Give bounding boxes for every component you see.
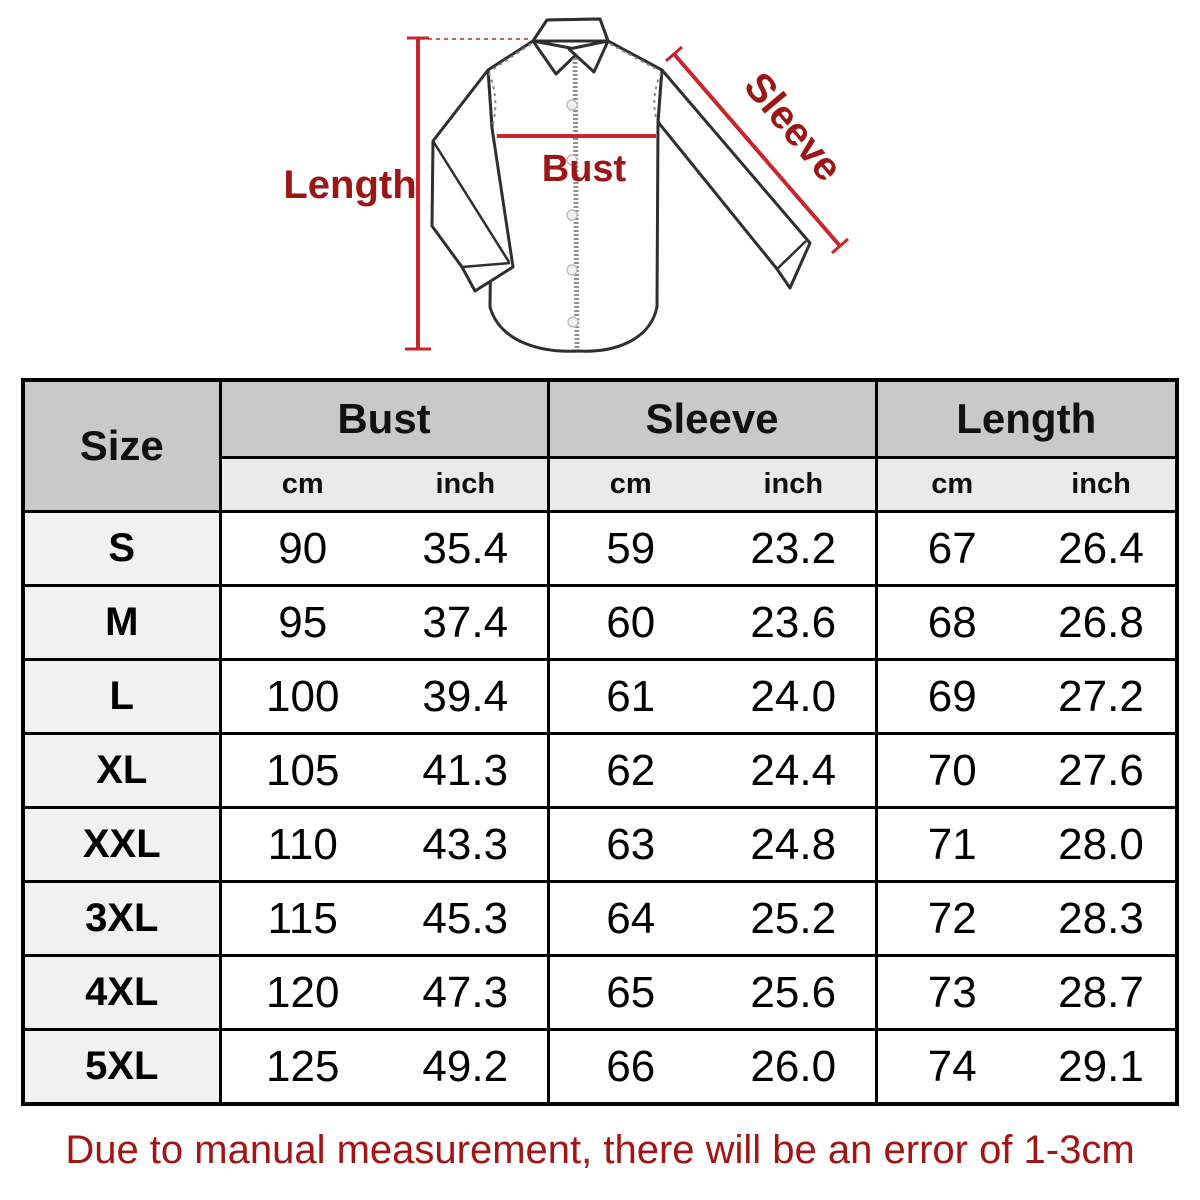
sleeve-cm-cell: 65 bbox=[548, 956, 712, 1030]
collar-band bbox=[533, 19, 608, 41]
size-cell: 3XL bbox=[23, 882, 220, 956]
shirt-measurement-diagram bbox=[0, 0, 1200, 368]
bust-inch-cell: 41.3 bbox=[384, 734, 548, 808]
length-cm-cell: 74 bbox=[876, 1030, 1027, 1105]
length-inch-cell: 28.3 bbox=[1027, 882, 1177, 956]
bust-inch-cell: 37.4 bbox=[384, 586, 548, 660]
size-cell: 4XL bbox=[23, 956, 220, 1030]
measurement-note: Due to manual measurement, there will be an error of 1-3cm bbox=[65, 1128, 1135, 1172]
bust-cm-cell: 120 bbox=[220, 956, 384, 1030]
length-cm-header: cm bbox=[876, 458, 1027, 512]
bust-inch-cell: 43.3 bbox=[384, 808, 548, 882]
length-cm-cell: 68 bbox=[876, 586, 1027, 660]
button bbox=[568, 317, 578, 327]
length-cm-cell: 73 bbox=[876, 956, 1027, 1030]
sleeve-cm-cell: 60 bbox=[548, 586, 712, 660]
sleeve-label: Sleeve bbox=[735, 64, 851, 190]
bust-group-header: Bust bbox=[220, 380, 548, 458]
bust-inch-cell: 47.3 bbox=[384, 956, 548, 1030]
bust-cm-cell: 100 bbox=[220, 660, 384, 734]
length-inch-cell: 28.0 bbox=[1027, 808, 1177, 882]
bust-inch-cell: 45.3 bbox=[384, 882, 548, 956]
shirt-diagram-svg bbox=[0, 0, 1200, 368]
length-cm-cell: 72 bbox=[876, 882, 1027, 956]
table-row bbox=[23, 586, 1177, 660]
sleeve-inch-cell: 25.2 bbox=[712, 882, 876, 956]
sleeve-cm-header: cm bbox=[548, 458, 712, 512]
sleeve-cm-cell: 59 bbox=[548, 512, 712, 586]
sleeve-inch-cell: 24.8 bbox=[712, 808, 876, 882]
sleeve-inch-cell: 24.4 bbox=[712, 734, 876, 808]
sleeve-inch-cell: 23.2 bbox=[712, 512, 876, 586]
bust-cm-header: cm bbox=[220, 458, 384, 512]
sleeve-group-header: Sleeve bbox=[548, 380, 876, 458]
bust-cm-cell: 115 bbox=[220, 882, 384, 956]
sleeve-inch-cell: 25.6 bbox=[712, 956, 876, 1030]
sleeve-cm-cell: 64 bbox=[548, 882, 712, 956]
sleeve-cm-cell: 66 bbox=[548, 1030, 712, 1105]
sleeve-inch-header: inch bbox=[712, 458, 876, 512]
group-header-row bbox=[23, 380, 1177, 458]
length-cm-cell: 70 bbox=[876, 734, 1027, 808]
table-row bbox=[23, 956, 1177, 1030]
sleeve-cm-cell: 61 bbox=[548, 660, 712, 734]
bust-cm-cell: 110 bbox=[220, 808, 384, 882]
button bbox=[567, 265, 577, 275]
bust-inch-cell: 39.4 bbox=[384, 660, 548, 734]
bust-cm-cell: 105 bbox=[220, 734, 384, 808]
sleeve-inch-cell: 23.6 bbox=[712, 586, 876, 660]
table-row bbox=[23, 512, 1177, 586]
sleeve-cm-cell: 63 bbox=[548, 808, 712, 882]
table-row bbox=[23, 808, 1177, 882]
size-chart-table bbox=[21, 378, 1179, 1106]
table-row bbox=[23, 1030, 1177, 1105]
sleeve-inch-cell: 26.0 bbox=[712, 1030, 876, 1105]
size-cell: S bbox=[23, 512, 220, 586]
sleeve-inch-cell: 24.0 bbox=[712, 660, 876, 734]
bust-label: Bust bbox=[541, 148, 627, 190]
length-cm-cell: 69 bbox=[876, 660, 1027, 734]
bust-inch-cell: 35.4 bbox=[384, 512, 548, 586]
length-inch-cell: 27.2 bbox=[1027, 660, 1177, 734]
length-inch-cell: 28.7 bbox=[1027, 956, 1177, 1030]
size-column-header: Size bbox=[23, 380, 220, 512]
bust-cm-cell: 90 bbox=[220, 512, 384, 586]
size-cell: L bbox=[23, 660, 220, 734]
table-row bbox=[23, 734, 1177, 808]
bust-cm-cell: 125 bbox=[220, 1030, 384, 1105]
size-cell: XXL bbox=[23, 808, 220, 882]
table-row bbox=[23, 882, 1177, 956]
length-group-header: Length bbox=[876, 380, 1177, 458]
length-inch-cell: 26.8 bbox=[1027, 586, 1177, 660]
size-cell: M bbox=[23, 586, 220, 660]
bust-inch-cell: 49.2 bbox=[384, 1030, 548, 1105]
length-cm-cell: 71 bbox=[876, 808, 1027, 882]
length-label: Length bbox=[283, 163, 417, 207]
bust-cm-cell: 95 bbox=[220, 586, 384, 660]
bust-inch-header: inch bbox=[384, 458, 548, 512]
button bbox=[567, 210, 577, 220]
length-inch-cell: 27.6 bbox=[1027, 734, 1177, 808]
size-cell: XL bbox=[23, 734, 220, 808]
length-cm-cell: 67 bbox=[876, 512, 1027, 586]
size-cell: 5XL bbox=[23, 1030, 220, 1105]
table-row bbox=[23, 660, 1177, 734]
button bbox=[567, 100, 577, 110]
length-inch-cell: 26.4 bbox=[1027, 512, 1177, 586]
length-inch-cell: 29.1 bbox=[1027, 1030, 1177, 1105]
sleeve-cm-cell: 62 bbox=[548, 734, 712, 808]
length-inch-header: inch bbox=[1027, 458, 1177, 512]
